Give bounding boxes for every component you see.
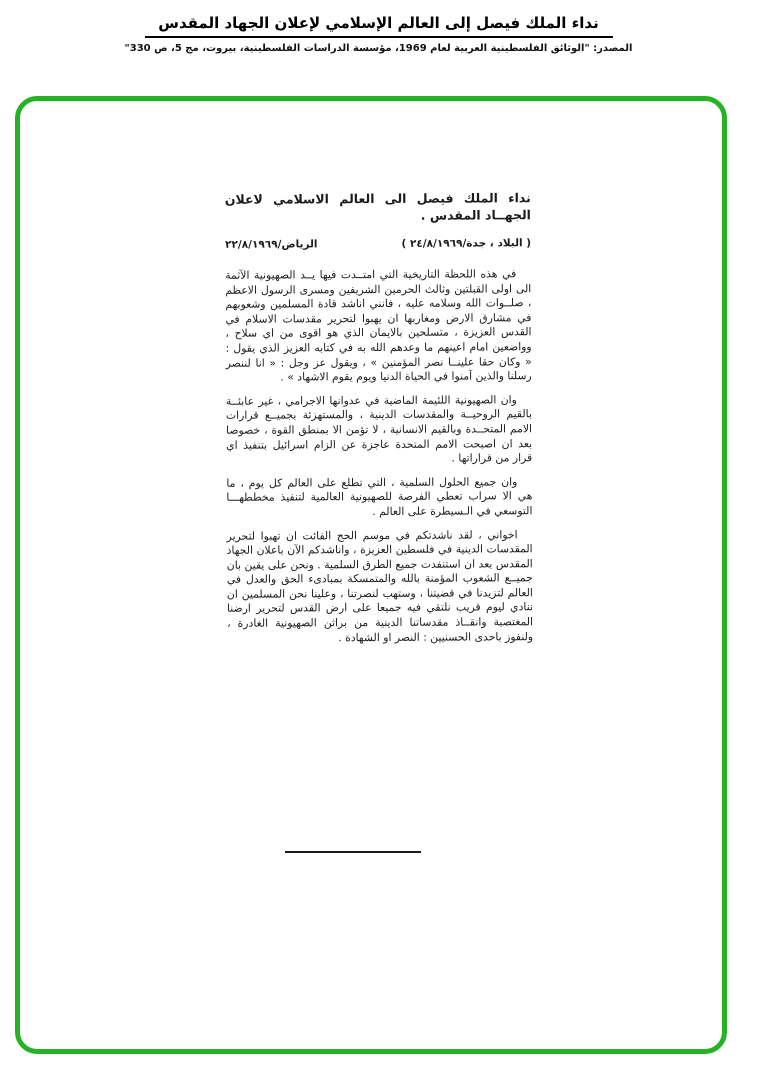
title-divider xyxy=(145,36,613,38)
scanned-document xyxy=(224,189,532,655)
bottom-divider xyxy=(285,851,421,853)
paragraph: وان الصهيونية اللئيمة الماضية في عدوانها الاجرامي ، غير عابئــة بالقيم الروحيــة والمقدسات الدينية ، والمستهزئة بجميــع قرارات الامم المتحــدة وبالقيم الانسانية ، لا تؤمن الا بمنطق القوة ، خصوصا بعد ان اصبحت الامم المتحدة عاجزة عن الزام اسرائيل بتنفيذ اي قرار من قراراتها . xyxy=(225,393,532,465)
source-citation: المصدر: "الوثائق الفلسطينية العربية لعام 1969، مؤسسة الدراسات الفلسطينية، بيروت، مج 5، ص 330" xyxy=(124,43,633,54)
dateline-city-date: الرياض/٢٢/٨/١٩٦٩ xyxy=(224,238,318,251)
paragraph: اخواني ، لقد ناشدتكم في موسم الحج الفائت ان تهبوا لتحرير المقدسات الدينية في فلسطين العزيزة ، واناشدكم الآن باعلان الجهاد المقدس بعد ان استنفدت جميع الطرق السلمية . ونحن على يقين بان جميــع الشعوب المؤمنة بالله والمتمسكة بمبادىء الحق والعدل في العالم لتزيدنا في قضيتنا ، وستهب لنصرتنا ، وعلينا نحن المسلمين ان ننادي ليوم قريب نلتقي فيه جميعا على ارض القدس لتحرير ارضنا المغتصبة وانقــاذ مقدساتنا الدينية من براثن الصهيونية الغادرة ، ولنفوز باحدى الحسنيين : النصر او الشهادة . xyxy=(226,527,533,644)
page-header xyxy=(0,14,757,54)
dateline-source: ( البلاد ، جدة/٢٤/٨/١٩٦٩ ) xyxy=(400,237,531,250)
page-title: نداء الملك فيصل إلى العالم الإسلامي لإعلان الجهاد المقدس xyxy=(158,14,599,32)
dateline xyxy=(225,237,531,251)
paragraph: في هذه اللحظة التاريخية التي امتــدت فيها يــد الصهيونية الآثمة الى اولى القبلتين وثالث الحرمين الشريفين ومسرى الرسول الاعظم ، صلــوات الله وسلامه عليه ، فانني اناشد قادة المسلمين وشعوبهم في مشارق الارض ومغاربها ان يهبوا لتحرير مقدسات الاسلام في القدس العزيزة ، متسلحين بالايمان الذي هو اقوى من اي سلاح ، وواضعين امام اعينهم ما وعدهم الله به في كتابه العزيز الذي يقول : « وكان حقا علينــا نصر المؤمنين » ، ويقول عز وجل : « انا لننصر رسلنا والذين آمنوا في الحياة الدنيا ويوم يقوم الاشهاد » . xyxy=(224,267,532,384)
paragraph: وان جميع الحلول السلمية ، التي تطلع على العالم كل يوم ، ما هي الا سراب تعطي الفرصة للصهيونية العالمية لتنفيذ مخططهـــا التوسعي في الـسيطرة على العالم . xyxy=(225,474,532,518)
document-title: نداء الملك فيصل الى العالم الاسلامي لاعلان الجهــاد المقدس . xyxy=(224,190,531,223)
